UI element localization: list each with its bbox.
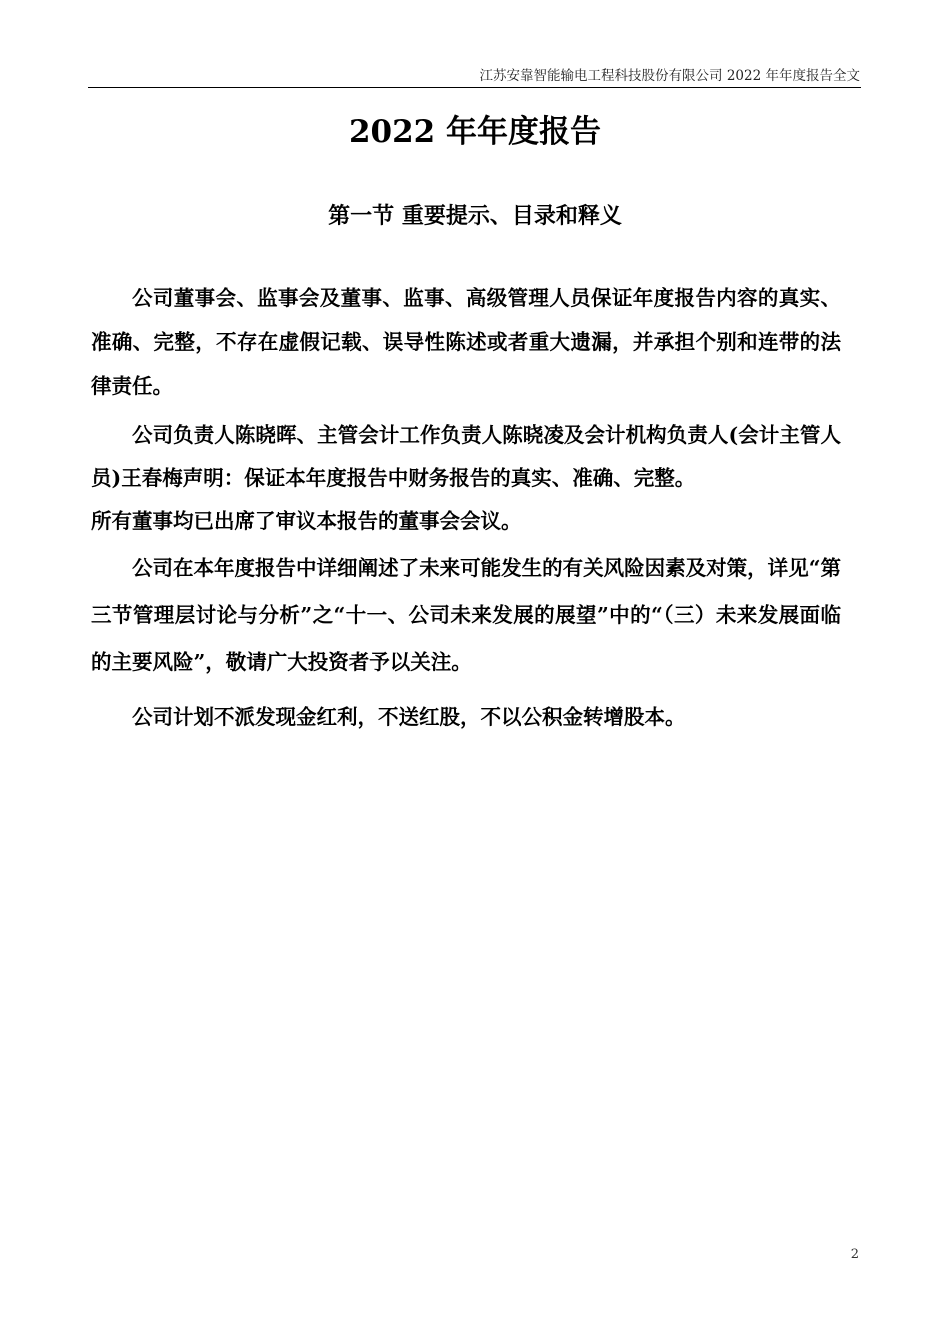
page-number: 2 [850,1247,859,1262]
report-title: 2022 年年度报告 [348,114,602,150]
running-header: 江苏安靠智能输电工程科技股份有限公司 2022 年年度报告全文 [479,68,860,84]
paragraph-responsibility-statement: 公司董事会、监事会及董事、监事、高级管理人员保证年度报告内容的真实、准确、完整，不存在虚假记载、误导性陈述或者重大遗漏，并承担个别和连带的法律责任。 [91,286,841,398]
paragraph-dividend-plan: 公司计划不派发现金红利，不送红股，不以公积金转增股本。 [132,705,686,729]
paragraph-risk-notice: 公司在本年度报告中详细阐述了未来可能发生的有关风险因素及对策，详见“第三节管理层讨论与分析”之“十一、公司未来发展的展望”中的“（三）未来发展面临的主要风险”，敬请广大投资者予以关注。 [91,556,841,674]
body-text [91,276,841,741]
paragraph-financial-declaration [91,414,841,543]
paragraph-financial-declaration-text: 公司负责人陈晓晖、主管会计工作负责人陈晓凌及会计机构负责人(会计主管人员)王春梅声明：保证本年度报告中财务报告的真实、准确、完整。 [91,423,841,490]
paragraph-board-attendance: 所有董事均已出席了审议本报告的董事会会议。 [91,509,522,533]
section-title: 第一节 重要提示、目录和释义 [328,203,622,229]
header-rule [88,87,861,88]
